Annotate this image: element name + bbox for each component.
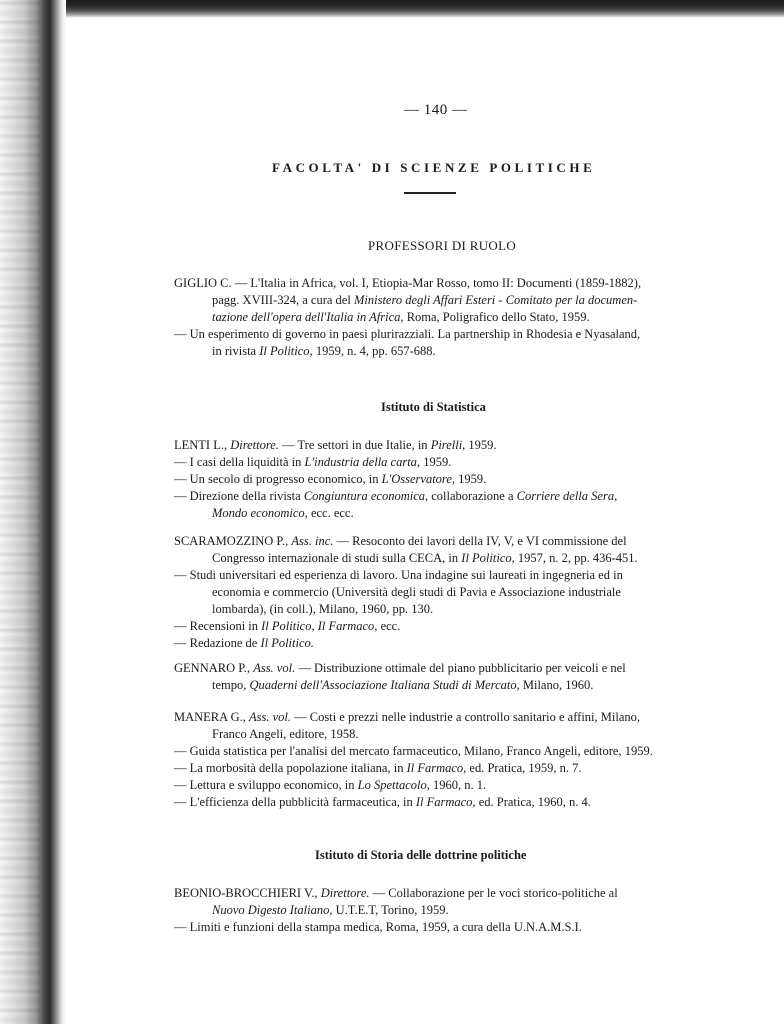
entry-line: GENNARO P., Ass. vol. — Distribuzione ottimale del piano pubblicitario per veicoli e nel xyxy=(174,661,626,675)
entry-giglio xyxy=(174,275,718,360)
entry-line: — L'efficienza della pubblicità farmaceutica, in Il Farmaco, ed. Pratica, 1960, n. 4. xyxy=(174,795,591,809)
entry-line: — Studi universitari ed esperienza di lavoro. Una indagine sui laureati in ingegneria ed in xyxy=(174,568,623,582)
scan-top-edge xyxy=(0,0,784,18)
entry-line: BEONIO-BROCCHIERI V., Direttore. — Collaborazione per le voci storico-politiche al xyxy=(174,886,618,900)
section-heading-professori: PROFESSORI DI RUOLO xyxy=(368,238,517,253)
entry-line: MANERA G., Ass. vol. — Costi e prezzi nelle industrie a controllo sanitario e affini, Milano, xyxy=(174,710,641,724)
entry-line: GIGLIO C. — L'Italia in Africa, vol. I, Etiopia-Mar Rosso, tomo II: Documenti (1859-1882), xyxy=(174,276,642,290)
entry-line: economia e commercio (Università degli studi di Pavia e Associazione industriale xyxy=(212,585,621,599)
entry-line: tazione dell'opera dell'Italia in Africa, Roma, Poligrafico dello Stato, 1959. xyxy=(212,310,590,324)
entry-line: — Guida statistica per l'analisi del mercato farmaceutico, Milano, Franco Angeli, editore, 1959. xyxy=(174,744,653,758)
entry-beonio xyxy=(174,885,718,936)
entry-line: — Un secolo di progresso economico, in L'Osservatore, 1959. xyxy=(174,472,487,486)
entry-line: — Recensioni in Il Politico, Il Farmaco, ecc. xyxy=(174,619,401,633)
entry-line: in rivista Il Politico, 1959, n. 4, pp. 657-688. xyxy=(212,344,436,358)
entry-line: — Limiti e funzioni della stampa medica, Roma, 1959, a cura della U.N.A.M.S.I. xyxy=(174,920,582,934)
entry-lenti xyxy=(174,437,718,522)
entry-line: lombarda), (in coll.), Milano, 1960, pp. 130. xyxy=(212,602,434,616)
entry-manera xyxy=(174,709,718,811)
entry-line: Franco Angeli, editore, 1958. xyxy=(212,727,359,741)
entry-line: — Lettura e sviluppo economico, in Lo Spettacolo, 1960, n. 1. xyxy=(174,778,487,792)
entry-line: — Redazione de Il Politico. xyxy=(174,636,314,650)
entry-line: — Direzione della rivista Congiuntura economica, collaborazione a Corriere della Sera, xyxy=(174,489,618,503)
entry-gennaro xyxy=(174,660,718,694)
entry-line: — La morbosità della popolazione italiana, in Il Farmaco, ed. Pratica, 1959, n. 7. xyxy=(174,761,582,775)
entry-line: Nuovo Digesto Italiano, U.T.E.T, Torino, 1959. xyxy=(212,903,449,917)
entry-line: — Un esperimento di governo in paesi plurirazziali. La partnership in Rhodesia e Nyasaland, xyxy=(174,327,641,341)
section-heading-storia: Istituto di Storia delle dottrine politiche xyxy=(315,848,527,862)
entry-line: Mondo economico, ecc. ecc. xyxy=(212,506,354,520)
book-binding-edge xyxy=(0,0,66,1024)
entry-line: pagg. XVIII-324, a cura del Ministero degli Affari Esteri - Comitato per la documen- xyxy=(212,293,638,307)
title-rule xyxy=(404,192,456,194)
entry-line: LENTI L., Direttore. — Tre settori in due Italie, in Pirelli, 1959. xyxy=(174,438,497,452)
entry-scaramozzino xyxy=(174,533,718,652)
entry-line: Congresso internazionale di studi sulla CECA, in Il Politico, 1957, n. 2, pp. 436-451. xyxy=(212,551,638,565)
page-number: — 140 — xyxy=(404,102,468,118)
entry-line: SCARAMOZZINO P., Ass. inc. — Resoconto dei lavori della IV, V, e VI commissione del xyxy=(174,534,627,548)
faculty-title: FACOLTA' DI SCIENZE POLITICHE xyxy=(272,160,596,175)
entry-line: tempo, Quaderni dell'Associazione Italiana Studi di Mercato, Milano, 1960. xyxy=(212,678,594,692)
entry-line: — I casi della liquidità in L'industria della carta, 1959. xyxy=(174,455,452,469)
section-heading-statistica: Istituto di Statistica xyxy=(381,400,486,414)
